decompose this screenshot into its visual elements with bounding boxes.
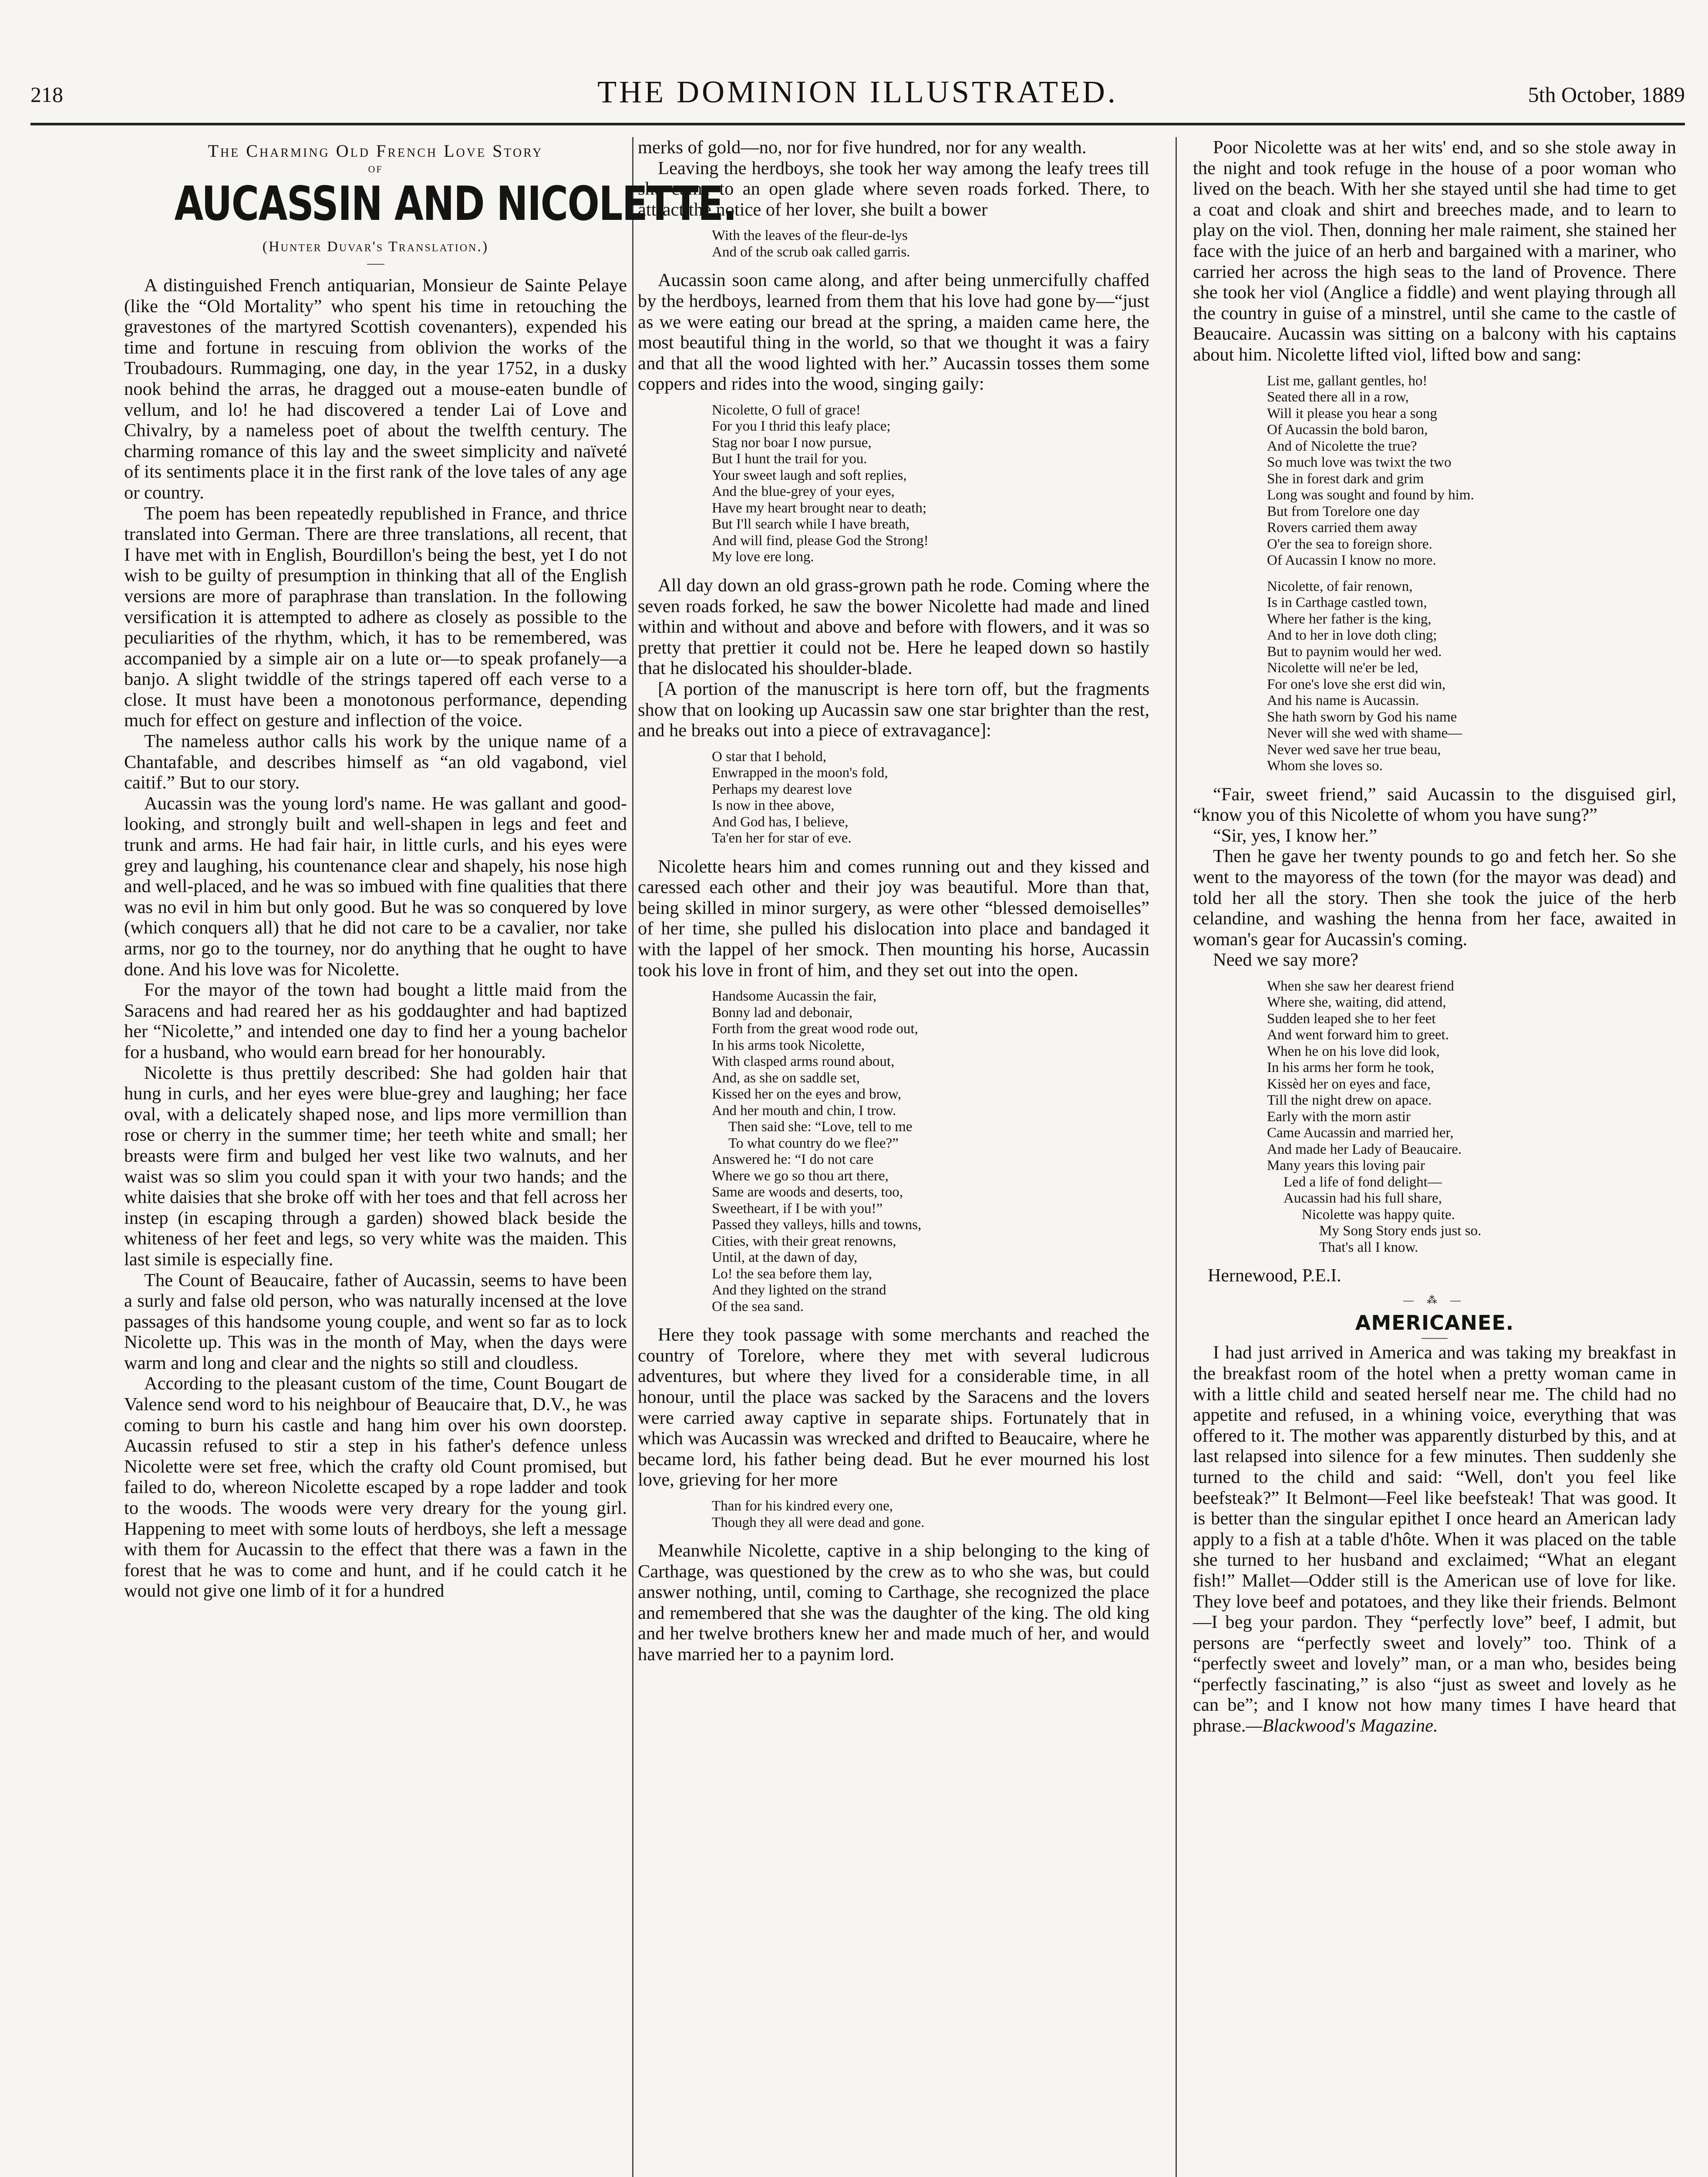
verse-line: Of the sea sand. <box>712 1298 804 1314</box>
journal-title: THE DOMINION ILLUSTRATED. <box>597 74 1118 109</box>
verse-line: Sudden leaped she to her feet <box>1267 1011 1436 1027</box>
verse-line: Cities, with their great renowns, <box>712 1233 896 1249</box>
verse-line: And his name is Aucassin. <box>1267 693 1419 709</box>
verse-line: Rovers carried them away <box>1267 520 1418 536</box>
verse-line: With clasped arms round about, <box>712 1054 895 1070</box>
verse-line: Passed they valleys, hills and towns, <box>712 1217 922 1233</box>
verse-line: To what country do we flee?” <box>728 1135 899 1151</box>
column-2 <box>638 137 1149 2177</box>
verse-line: Nicolette will ne'er be led, <box>1267 660 1418 676</box>
americanee-title: AMERICANEE. <box>1355 1311 1514 1335</box>
verse-line: Until, at the dawn of day, <box>712 1250 858 1266</box>
verse-line: But I hunt the trail for you. <box>712 451 867 467</box>
translator-credit: (Hunter Duvar's Translation.) <box>262 239 489 255</box>
verse-line: Never will she wed with shame— <box>1267 725 1462 741</box>
paragraph: Meanwhile Nicolette, captive in a ship belonging to the king of Carthage, was questioned by the crew as to who she was, but could answer nothing, until, coming to Carthage, she recognized the place and remembered that she was the daughter of the king. The old king and her twelve brothers knew her and made much of her, and would have married her to a paynim lord. <box>638 1540 1149 1665</box>
verse-line: And they lighted on the strand <box>712 1282 886 1298</box>
verse-line: Then said she: “Love, tell to me <box>728 1119 913 1135</box>
verse-line: Many years this loving pair <box>1267 1158 1425 1174</box>
verse-line: Nicolette, of fair renown, <box>1267 578 1413 594</box>
title-rule <box>367 264 384 265</box>
verse-line: Will it please you hear a song <box>1267 405 1437 421</box>
verse-line: O'er the sea to foreign shore. <box>1267 536 1432 552</box>
verse-line: My love ere long. <box>712 549 814 565</box>
verse-line: Is now in thee above, <box>712 798 835 814</box>
verse-line: But I'll search while I have breath, <box>712 516 910 532</box>
verse-line: Same are woods and deserts, too, <box>712 1184 903 1200</box>
verse-line: And will find, please God the Strong! <box>712 532 929 549</box>
verse-line: Bonny lad and debonair, <box>712 1004 853 1021</box>
verse-bower <box>638 228 1149 260</box>
verse-line: Of Aucassin I know no more. <box>1267 553 1436 569</box>
americanee-title-rule <box>1422 1338 1448 1339</box>
verse-line: Whom she loves so. <box>1267 758 1383 774</box>
verse-line: And went forward him to greet. <box>1267 1027 1449 1043</box>
issue-date: 5th October, 1889 <box>1528 82 1685 107</box>
verse-line: Than for his kindred every one, <box>712 1498 893 1514</box>
verse-line: Forth from the great wood rode out, <box>712 1021 918 1037</box>
verse-line: Sweetheart, if I be with you!” <box>712 1200 883 1217</box>
verse-line: When he on his love did look, <box>1267 1043 1440 1059</box>
verse-line: For you I thrid this leafy place; <box>712 418 891 435</box>
verse-gentles <box>1193 373 1676 569</box>
verse-line: Nicolette was happy quite. <box>1302 1206 1455 1223</box>
paragraph: Aucassin was the young lord's name. He was gallant and good-looking, and strongly built and well-shapen in legs and feet and trunk and arms. He had fair hair, in little curls, and his eyes were grey and laughing, his countenance clear and shapely, his nose high and well-placed, and he was so imbued with fine qualities that there was no evil in him but only good. But he was so conquered by love (which conquers all) that he did not care to be a cavalier, nor take arms, nor go to the tourney, nor do anything that he ought to have done. And his love was for Nicolette. <box>124 793 627 980</box>
verse-line: Though they all were dead and gone. <box>712 1514 925 1530</box>
verse-handsome <box>638 988 1149 1315</box>
verse-line: And of Nicolette the true? <box>1267 438 1417 454</box>
verse-line: Kissèd her on eyes and face, <box>1267 1076 1431 1092</box>
page-header <box>30 74 1685 122</box>
verse-line: My Song Story ends just so. <box>1319 1223 1482 1239</box>
verse-line: And her mouth and chin, I trow. <box>712 1102 896 1119</box>
verse-line: Ta'en her for star of eve. <box>712 830 852 846</box>
paragraph: The Count of Beaucaire, father of Aucassin, seems to have been a surly and false old person, who was naturally incensed at the love passages of this handsome young couple, and went so far as to lock Nicolette up. This was in the month of May, when the days were warm and long and clear and the nights so still and cloudless. <box>124 1270 627 1373</box>
verse-line: When she saw her dearest friend <box>1267 978 1454 994</box>
verse-line: Where we go so thou art there, <box>712 1168 889 1184</box>
verse-renown <box>1193 579 1676 775</box>
paragraph: Here they took passage with some merchants and reached the country of Torelore, where they met with several ludicrous adventures, but where they lived for a considerable time, in all honour, until the place was sacked by the Saracens and the lovers were carried away captive in separate ships. Fortunately that in which was Aucassin was wrecked and drifted to Beaucaire, where he became lord, his father being dead. But he ever mourned his lost love, grieving for her more <box>638 1324 1149 1490</box>
americanee-source: —Blackwood's Magazine. <box>1246 1715 1438 1736</box>
verse-line: Have my heart brought near to death; <box>712 500 926 516</box>
verse-line: And of the scrub oak called garris. <box>712 244 910 260</box>
verse-line: And made her Lady of Beaucaire. <box>1267 1141 1462 1157</box>
paragraph: Need we say more? <box>1213 950 1358 971</box>
verse-finale <box>1193 978 1676 1256</box>
paragraph: All day down an old grass-grown path he rode. Coming where the seven roads forked, he saw the bower Nicolette had made and lined within and without and above and before with flowers, and it was so pretty that prettier it could not be. Here he leaped down so hastily that he dislocated his shoulder-blade. <box>638 575 1149 679</box>
paragraph: A distinguished French antiquarian, Monsieur de Sainte Pelaye (like the “Old Mortality” who spent his time in retouching the gravestones of the martyred Scottish covenanters), expended his time and fortune in rescuing from oblivion the works of the Troubadours. Rummaging, one day, in the year 1752, in a dusky nook behind the arras, he dragged out a mouse-eaten bundle of vellum, and lo! he had discovered a tender Lai of Love and Chivalry, by a nameless poet of about the twelfth century. The charming romance of this lay and the sweet simplicity and naïveté of its sentiments place it in the first rank of the love tales of any age or country. <box>124 275 627 503</box>
verse-line: Answered he: “I do not care <box>712 1152 874 1168</box>
article-kicker-of: OF <box>368 164 383 175</box>
column-rule-1 <box>632 137 633 2177</box>
verse-line: Stag nor boar I now pursue, <box>712 435 872 451</box>
verse-line: And the blue-grey of your eyes, <box>712 484 895 500</box>
paragraph: According to the pleasant custom of the time, Count Bougart de Valence send word to his neighbour of Beaucaire that, D.V., he was coming to burn his castle and hang him over his own doorstep. Aucassin refused to stir a step in his father's defence unless Nicolette were set free, which the crafty old Count promised, but failed to do, whereon Nicolette escaped by a rope ladder and took to the woods. The woods were very dreary for the young girl. Happening to meet with some louts of herdboys, she left a message with them for Aucassin to the effect that there was a fawn in the forest that he was to come and hunt, and if he could catch it he would not give one limb of it for a hundred <box>124 1373 627 1601</box>
paragraph: “Fair, sweet friend,” said Aucassin to the disguised girl, “know you of this Nicolette of whom you have sung?” <box>1193 784 1676 826</box>
column-rule-2 <box>1176 137 1177 2177</box>
verse-line: Perhaps my dearest love <box>712 781 852 797</box>
verse-line: Came Aucassin and married her, <box>1267 1125 1454 1141</box>
verse-grace <box>638 402 1149 566</box>
verse-line: For one's love she erst did win, <box>1267 676 1446 692</box>
verse-line: Handsome Aucassin the fair, <box>712 988 877 1004</box>
verse-line: With the leaves of the fleur-de-lys <box>712 228 908 244</box>
verse-star <box>638 749 1149 847</box>
verse-line: Nicolette, O full of grace! <box>712 402 861 418</box>
verse-line: Your sweet laugh and soft replies, <box>712 467 907 483</box>
americanee-paragraph <box>1193 1342 1676 1736</box>
paragraph: Nicolette is thus prettily described: She had golden hair that hung in curls, and her eyes were blue-grey and laughing; her face oval, with a delicately shaped nose, and lips more vermillion than rose or cherry in the summer time; her teeth white and small; her breasts were firm and bulged her vest like two walnuts, and her waist was so slim you could span it with your two hands; and the white daisies that she broke off with her toes and that fell across her instep (in escaping through a garden) showed black beside the whiteness of her feet and legs, so very white was the maiden. This last simile is especially fine. <box>124 1062 627 1270</box>
column-1-body <box>124 275 627 1601</box>
verse-line: She hath sworn by God his name <box>1267 709 1457 725</box>
verse-line: Early with the morn astir <box>1267 1109 1411 1125</box>
article-title: AUCASSIN AND NICOLETTE. <box>174 177 737 231</box>
paragraph: “Sir, yes, I know her.” <box>1213 825 1378 846</box>
paragraph: Aucassin soon came along, and after being unmercifully chaffed by the herdboys, learned from them that his love had gone by—“just as we were eating our bread at the spring, a maiden came here, the most beautiful thing in the world, so that we thought it was a fairy and that all the wood lighted with her.” Aucassin tosses them some coppers and rides into the wood, singing gaily: <box>638 270 1149 394</box>
verse-line: But to paynim would her wed. <box>1267 644 1442 660</box>
verse-line: Enwrapped in the moon's fold, <box>712 765 888 781</box>
column-3 <box>1193 137 1676 2177</box>
verse-line: Is in Carthage castled town, <box>1267 595 1427 611</box>
verse-line: Never wed save her true beau, <box>1267 741 1441 758</box>
verse-line: Of Aucassin the bold baron, <box>1267 422 1428 438</box>
ornament-divider: — ⁂ — <box>1403 1295 1466 1307</box>
verse-line: Aucassin had his full share, <box>1284 1190 1442 1206</box>
page-number: 218 <box>30 82 63 107</box>
paragraph: The poem has been repeatedly republished in France, and thrice translated into German. There are three translations, all recent, that I have met with in English, Bourdillon's being the best, yet I do not wish to be guilty of presumption in thinking that all of the English versions are more of paraphrase than translation. In the following versification it is attempted to adhere as closely as possible to the peculiarities of the rhythm, which, it has to be remembered, was accompanied by a simple air on a lute or—to speak profanely—a banjo. A slight twiddle of the strings tapered off each verse to a close. It must have been a monotonous performance, depending much for effect on gesture and inflection of the voice. <box>124 503 627 731</box>
verse-line: In his arms her form he took, <box>1267 1060 1434 1076</box>
verse-line: Lo! the sea before them lay, <box>712 1266 873 1282</box>
article-kicker: The Charming Old French Love Story <box>208 141 543 161</box>
paragraph: Then he gave her twenty pounds to go and fetch her. So she went to the mayoress of the town (for the mayor was dead) and told her all the story. Then she took the juice of the herb celandine, and washing the henna from her face, awaited in woman's gear for Aucassin's coming. <box>1193 846 1676 950</box>
verse-line: O star that I behold, <box>712 748 827 765</box>
paragraph: Leaving the herdboys, she took her way among the leafy trees till she came to an open glade where seven roads forked. There, to attract the notice of her lover, she built a bower <box>638 158 1149 220</box>
signature: Hernewood, P.E.I. <box>1208 1266 1341 1286</box>
verse-line: Led a life of fond delight— <box>1284 1174 1442 1190</box>
verse-line: She in forest dark and grim <box>1267 471 1424 487</box>
verse-line: Where her father is the king, <box>1267 611 1432 627</box>
verse-line: Kissed her on the eyes and brow, <box>712 1086 901 1102</box>
paragraph: For the mayor of the town had bought a little maid from the Saracens and had reared her as his goddaughter and had baptized her “Nicolette,” and intended one day to find her a young bachelor for a husband, who would earn bread for her honourably. <box>124 980 627 1062</box>
paragraph: Nicolette hears him and comes running out and they kissed and caressed each other and their joy was beautiful. More than that, being skilled in minor surgery, as were other “blessed demoiselles” of her time, she pulled his dislocation into place and bandaged it with the lappel of her smock. Then mounting his horse, Aucassin took his love in front of him, and they set out into the open. <box>638 856 1149 981</box>
verse-kindred <box>638 1498 1149 1531</box>
verse-line: And God has, I believe, <box>712 814 849 830</box>
americanee-text: I had just arrived in America and was taking my breakfast in the breakfast room of the hotel when a pretty woman came in with a little child and seated herself near me. The child had no appetite and refused, in a whining voice, everything that was offered to it. The mother was apparently disturbed by this, and at last relapsed into silence for a few minutes. Then suddenly she turned to the child and said: “Well, don't you feel like beefsteak?” It Belmont—Feel like beefsteak! That was good. It is better than the singular epithet I once heard an American lady apply to a fish at a table d'hôte. When it was placed on the table she turned to her husband and exclaimed; “What an elegant fish!” Mallet—Odder still is the American use of love for like. They love beef and potatoes, and they like their friends. Belmont—I beg your pardon. They “perfectly love” beef, I admit, but persons are “perfectly sweet and lovely” too. Think of a “perfectly sweet and lovely” man, or a man who, besides being “perfectly fascinating,” is also “just as sweet and lovely as he can be”; and I know not how many times I have heard that phrase. <box>1193 1342 1676 1736</box>
verse-line: In his arms took Nicolette, <box>712 1037 865 1053</box>
column-1 <box>124 137 737 2177</box>
verse-line: So much love was twixt the two <box>1267 455 1452 471</box>
verse-line: And, as she on saddle set, <box>712 1070 860 1086</box>
verse-line: List me, gallant gentles, ho! <box>1267 373 1428 389</box>
paragraph: merks of gold—no, nor for five hundred, nor for any wealth. <box>638 137 1087 158</box>
verse-line: That's all I know. <box>1319 1239 1418 1255</box>
verse-line: Seated there all in a row, <box>1267 389 1409 405</box>
verse-line: Long was sought and found by him. <box>1267 487 1474 503</box>
verse-line: But from Torelore one day <box>1267 503 1420 519</box>
paragraph: The nameless author calls his work by the unique name of a Chantafable, and describes himself as “an old vagabond, viel caitif.” But to our story. <box>124 731 627 793</box>
verse-line: Till the night drew on apace. <box>1267 1092 1432 1109</box>
verse-line: Where she, waiting, did attend, <box>1267 994 1446 1011</box>
verse-line: And to her in love doth cling; <box>1267 627 1437 644</box>
paragraph: [A portion of the manuscript is here torn off, but the fragments show that on looking up Aucassin saw one star brighter than the rest, and he breaks out into a piece of extravagance]: <box>638 678 1149 741</box>
header-rule <box>30 123 1685 125</box>
paragraph: Poor Nicolette was at her wits' end, and so she stole away in the night and took refuge in the house of a poor woman who lived on the beach. With her she stayed until she had time to get a coat and cloak and shirt and breeches made, and to learn to play on the viol. Then, donning her male raiment, she stained her face with the juice of an herb and bargained with a mariner, who carried her across the high seas to the land of Provence. There she took her viol (Anglice a fiddle) and went playing through all the country in guise of a minstrel, until she came to the castle of Beaucaire. Aucassin was sitting on a balcony with his captains about him. Nicolette lifted viol, lifted bow and sang: <box>1193 137 1676 365</box>
